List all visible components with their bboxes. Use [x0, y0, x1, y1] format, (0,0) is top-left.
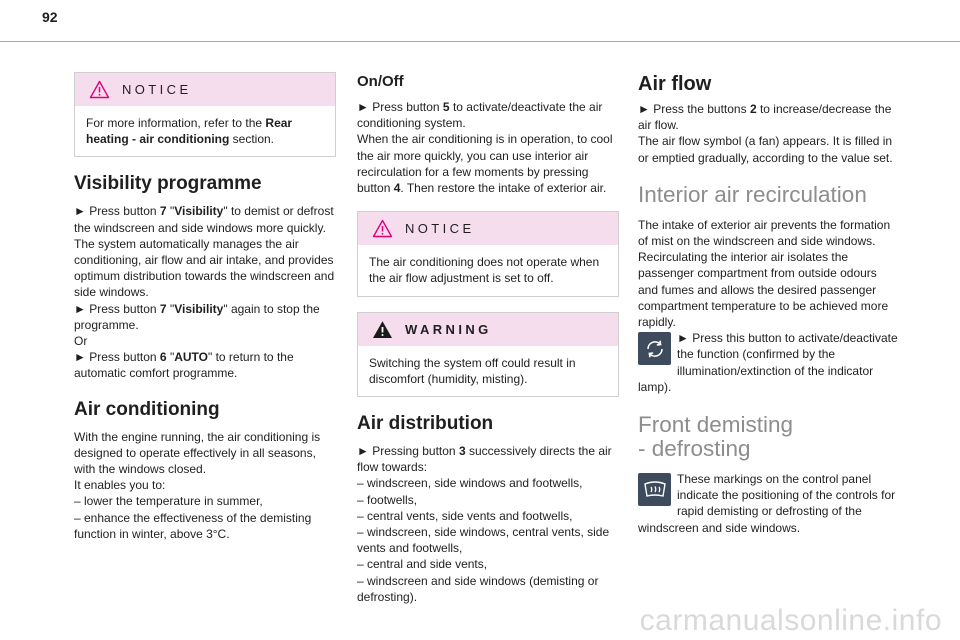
visibility-step-2: ► Press button 7 "Visibility" again to stop the programme. [74, 301, 320, 332]
notice-header-2 [358, 212, 618, 245]
notice-triangle-icon [372, 219, 393, 238]
notice-box [74, 72, 336, 157]
notice-box-2 [357, 211, 619, 296]
notice-triangle-icon [89, 80, 110, 99]
heading-interior-air-recirculation: Interior air recirculation [638, 181, 867, 207]
air-flow-section [638, 101, 900, 166]
air-flow-step: ► Press the buttons 2 to increase/decrease the air flow. [638, 102, 892, 133]
page-number: 92 [42, 9, 58, 25]
column-3 [638, 72, 900, 536]
air-distribution-section [357, 443, 619, 605]
heading-front-demisting [638, 413, 900, 461]
column-2 [357, 72, 619, 605]
ac-enables: It enables you to: [74, 478, 166, 493]
notice-text: For more information, refer to the Rear heating - air conditioning section. [86, 116, 293, 147]
distribution-option: – central vents, side vents and footwells, [357, 508, 573, 523]
ac-intro: With the engine running, the air conditioning is designed to operate effectively in all seasons, with the windows closed. [74, 429, 321, 477]
notice-body [75, 106, 335, 156]
heading-air-flow: Air flow [638, 73, 712, 95]
notice-text-2: The air conditioning does not operate when the air flow adjustment is set to off. [369, 255, 600, 286]
warning-body [358, 346, 618, 396]
recirculation-icon [638, 332, 671, 365]
header-rule [0, 41, 960, 42]
recirculation-section [638, 217, 900, 395]
heading-air-conditioning: Air conditioning [74, 398, 220, 420]
distribution-option: – central and side vents, [357, 557, 488, 572]
ac-item-summer: – lower the temperature in summer, [74, 494, 263, 509]
visibility-step-3: ► Press button 6 "AUTO" to return to the automatic comfort programme. [74, 350, 294, 381]
distribution-option: – footwells, [357, 492, 418, 507]
heading-front-demisting-line-1: Front demisting [638, 412, 794, 438]
air-conditioning-section [74, 429, 336, 542]
watermark: carmanualsonline.info [639, 604, 942, 637]
notice-body-2 [358, 245, 618, 295]
recirculation-description: Recirculating the interior air isolates the passenger compartment from outside odours and fumes and allows the desired passenger compartment temperature to be achieved more rapidly. [638, 250, 889, 330]
warning-text: Switching the system off could result in discomfort (humidity, misting). [369, 355, 576, 386]
recirculation-step [638, 330, 900, 395]
recirculation-step-text: ► Press this button to activate/deactivate the function (confirmed by the illumination/extinction of the indicator lamp). [638, 331, 898, 394]
on-off-description: When the air conditioning is in operation, to cool the air more quickly, you can use interior air recirculation for a few moments by pressing button 4. Then restore the intake of exterior air. [357, 132, 613, 196]
demisting-section [638, 471, 900, 536]
on-off-step: ► Press button 5 to activate/deactivate the air conditioning system. [357, 100, 603, 131]
distribution-option: – windscreen, side windows and footwells, [357, 476, 583, 491]
distribution-step: ► Pressing button 3 successively directs the air flow towards: [357, 444, 612, 475]
notice-title-2: NOTICE [405, 221, 475, 237]
on-off-section [357, 99, 619, 196]
warning-box [357, 312, 619, 397]
distribution-option: – windscreen and side windows (demisting or defrosting). [357, 573, 599, 604]
heading-front-demisting-line-2: - defrosting [638, 436, 751, 462]
air-flow-description: The air flow symbol (a fan) appears. It is filled in or emptied gradually, according to the value set. [638, 134, 893, 165]
warning-header [358, 313, 618, 346]
heading-visibility-programme: Visibility programme [74, 173, 262, 195]
recirculation-intro: The intake of exterior air prevents the formation of mist on the windscreen and side windows. [638, 217, 891, 249]
visibility-description: The system automatically manages the air conditioning, air flow and air intake, and provides optimum distribution towards the windscreen and side windows. [74, 236, 335, 300]
warning-triangle-icon [372, 320, 393, 339]
windscreen-demist-icon [638, 473, 671, 506]
column-1 [74, 72, 336, 542]
warning-title: WARNING [405, 321, 492, 337]
demisting-text: These markings on the control panel indicate the positioning of the controls for rapid demisting or defrosting of the windscreen and side windows. [638, 472, 896, 535]
visibility-step-1: ► Press button 7 "Visibility" to demist or defrost the windscreen and side windows more quickly. [74, 204, 334, 235]
distribution-option: – windscreen, side windows, central vents, side vents and footwells, [357, 525, 610, 556]
notice-title: NOTICE [122, 82, 192, 97]
heading-air-distribution: Air distribution [357, 413, 494, 435]
ac-item-winter: – enhance the effectiveness of the demisting function in winter, above 3°C. [74, 510, 312, 541]
heading-on-off: On/Off [357, 73, 404, 90]
visibility-or: Or [74, 334, 88, 349]
notice-header [75, 73, 335, 106]
visibility-section [74, 203, 336, 381]
